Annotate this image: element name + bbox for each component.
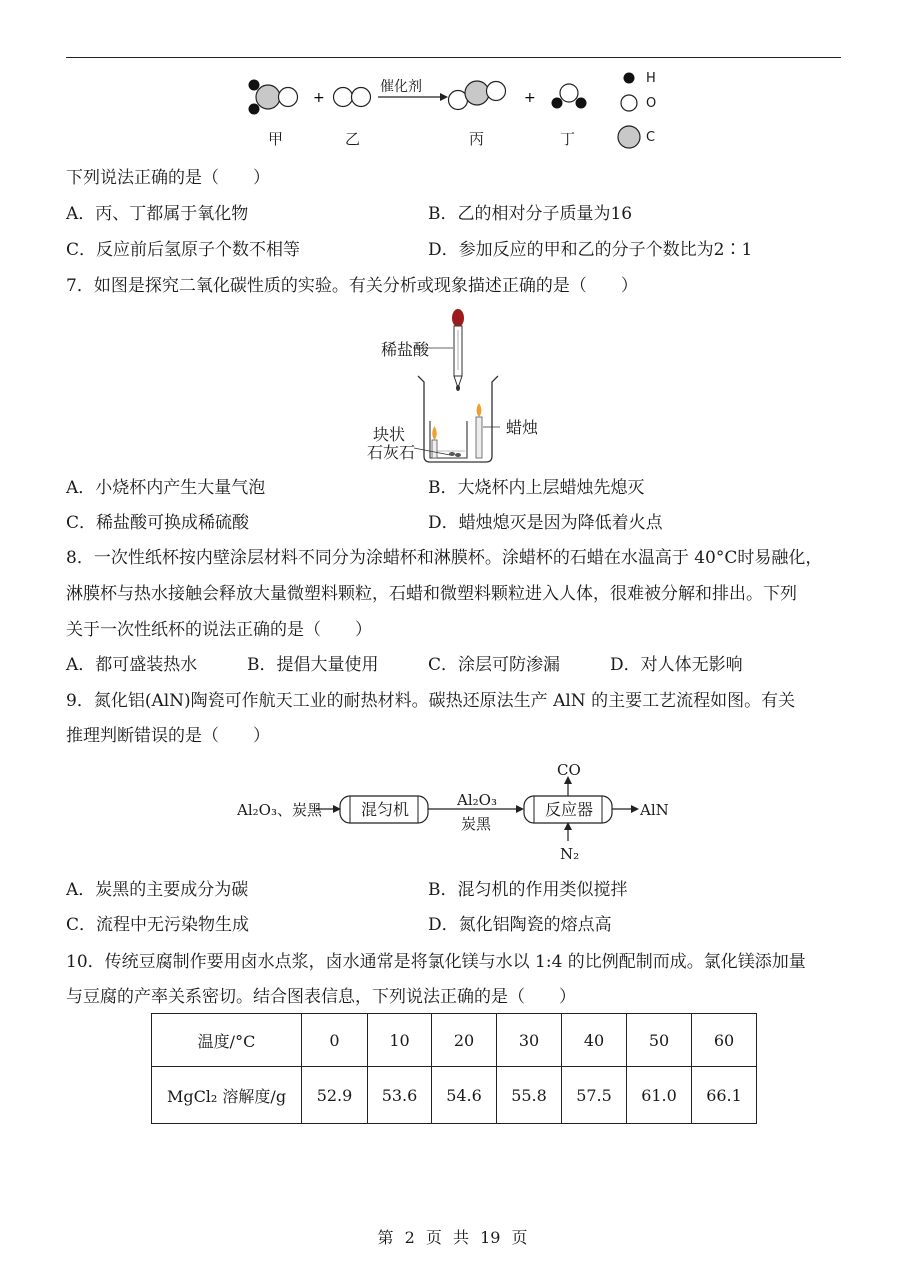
catalyst-label: 催化剂: [380, 79, 422, 95]
table-cell: 0: [302, 1014, 368, 1067]
table-cell: 60: [692, 1014, 757, 1067]
q9-line-1: 9．氮化铝(AlN)陶瓷可作航天工业的耐热材料。碳热还原法生产 AlN 的主要工艺流程如图。有关: [66, 691, 796, 711]
q8-line-1: 8．一次性纸杯按内壁涂层材料不同分为涂蜡杯和淋膜杯。涂蜡杯的石蜡在水温高于 40°C时易融化，: [66, 548, 823, 568]
flow-reactor: 反应器: [545, 800, 594, 819]
legend-o: O: [646, 96, 657, 111]
q8-option-c: C．涂层可防渗漏: [428, 655, 561, 675]
q8-option-a: A．都可盛装热水: [66, 655, 198, 675]
molecule-label-yi: 乙: [345, 130, 361, 148]
label-limestone-2: 石灰石: [367, 443, 416, 462]
table-cell: 57.5: [562, 1067, 627, 1124]
molecule-label-bing: 丙: [469, 130, 485, 148]
label-dilute-hcl: 稀盐酸: [381, 340, 430, 359]
co2-experiment-diagram: [0, 300, 905, 470]
table-header-temperature: 温度/°C: [152, 1014, 302, 1067]
q7-option-d: D．蜡烛熄灭是因为降低着火点: [428, 513, 663, 533]
q9-line-2: 推理判断错误的是（ ）: [66, 726, 270, 746]
table-cell: 55.8: [497, 1067, 562, 1124]
footer-total-pages: 19: [480, 1228, 501, 1247]
q6-option-c: C．反应前后氢原子个数不相等: [66, 240, 301, 260]
q10-line-2: 与豆腐的产率关系密切。结合图表信息，下列说法正确的是（ ）: [66, 987, 576, 1007]
q9-option-a: A．炭黑的主要成分为碳: [66, 880, 249, 900]
q7-option-b: B．大烧杯内上层蜡烛先熄灭: [428, 478, 645, 498]
q8-line-3: 关于一次性纸杯的说法正确的是（ ）: [66, 620, 372, 640]
molecule-label-ding: 丁: [560, 130, 576, 148]
table-cell: 20: [432, 1014, 497, 1067]
q8-option-b: B．提倡大量使用: [247, 655, 379, 675]
table-cell: 10: [368, 1014, 432, 1067]
svg-text:+: +: [524, 90, 536, 106]
flow-mid-bottom: 炭黑: [461, 815, 492, 833]
q6-stem: 下列说法正确的是（ ）: [66, 168, 270, 188]
q6-option-a: A．丙、丁都属于氧化物: [66, 204, 249, 224]
reaction-diagram: [0, 0, 905, 160]
table-cell: 54.6: [432, 1067, 497, 1124]
q8-option-d: D．对人体无影响: [610, 655, 743, 675]
footer-text: 页: [425, 1228, 442, 1247]
q7-option-a: A．小烧杯内产生大量气泡: [66, 478, 266, 498]
molecule-label-jia: 甲: [268, 130, 284, 148]
flow-input: Al₂O₃、炭黑: [237, 801, 322, 819]
aln-process-flow: [0, 758, 905, 868]
q10-line-1: 10．传统豆腐制作要用卤水点浆，卤水通常是将氯化镁与水以 1:4 的比例配制而成。氯化镁添加量: [66, 952, 806, 972]
label-candle: 蜡烛: [506, 418, 539, 437]
q9-option-b: B．混匀机的作用类似搅拌: [428, 880, 628, 900]
table-row: [152, 1067, 757, 1124]
q9-option-d: D．氮化铝陶瓷的熔点高: [428, 915, 612, 935]
table-row: [152, 1014, 757, 1067]
svg-text:+: +: [313, 90, 325, 106]
table-cell: 52.9: [302, 1067, 368, 1124]
table-header-solubility: MgCl₂ 溶解度/g: [152, 1067, 302, 1124]
flow-output: AlN: [640, 801, 669, 819]
table-cell: 30: [497, 1014, 562, 1067]
flow-top-gas: CO: [557, 761, 581, 779]
q7-stem: 7．如图是探究二氧化碳性质的实验。有关分析或现象描述正确的是（ ）: [66, 276, 638, 296]
q6-option-d: D．参加反应的甲和乙的分子个数比为2∶1: [428, 240, 753, 260]
footer-text: 共: [452, 1228, 469, 1247]
footer-text: 页: [511, 1228, 528, 1247]
legend-h: H: [646, 71, 656, 86]
flow-mixer: 混匀机: [361, 800, 410, 819]
q7-option-c: C．稀盐酸可换成稀硫酸: [66, 513, 250, 533]
table-cell: 53.6: [368, 1067, 432, 1124]
table-cell: 66.1: [692, 1067, 757, 1124]
q9-option-c: C．流程中无污染物生成: [66, 915, 250, 935]
table-cell: 50: [627, 1014, 692, 1067]
q6-option-b: B．乙的相对分子质量为16: [428, 204, 633, 224]
footer-page-number: 2: [404, 1228, 415, 1247]
flow-bottom-gas: N₂: [560, 845, 580, 863]
flow-mid-top: Al₂O₃: [457, 791, 497, 809]
label-limestone-1: 块状: [373, 425, 406, 444]
footer-text: 第: [377, 1228, 394, 1247]
table-cell: 40: [562, 1014, 627, 1067]
legend-c: C: [646, 130, 656, 145]
solubility-table: [151, 1013, 757, 1124]
page-footer: [0, 1225, 905, 1248]
q8-line-2: 淋膜杯与热水接触会释放大量微塑料颗粒，石蜡和微塑料颗粒进入人体，很难被分解和排出。下列: [66, 584, 797, 604]
table-cell: 61.0: [627, 1067, 692, 1124]
